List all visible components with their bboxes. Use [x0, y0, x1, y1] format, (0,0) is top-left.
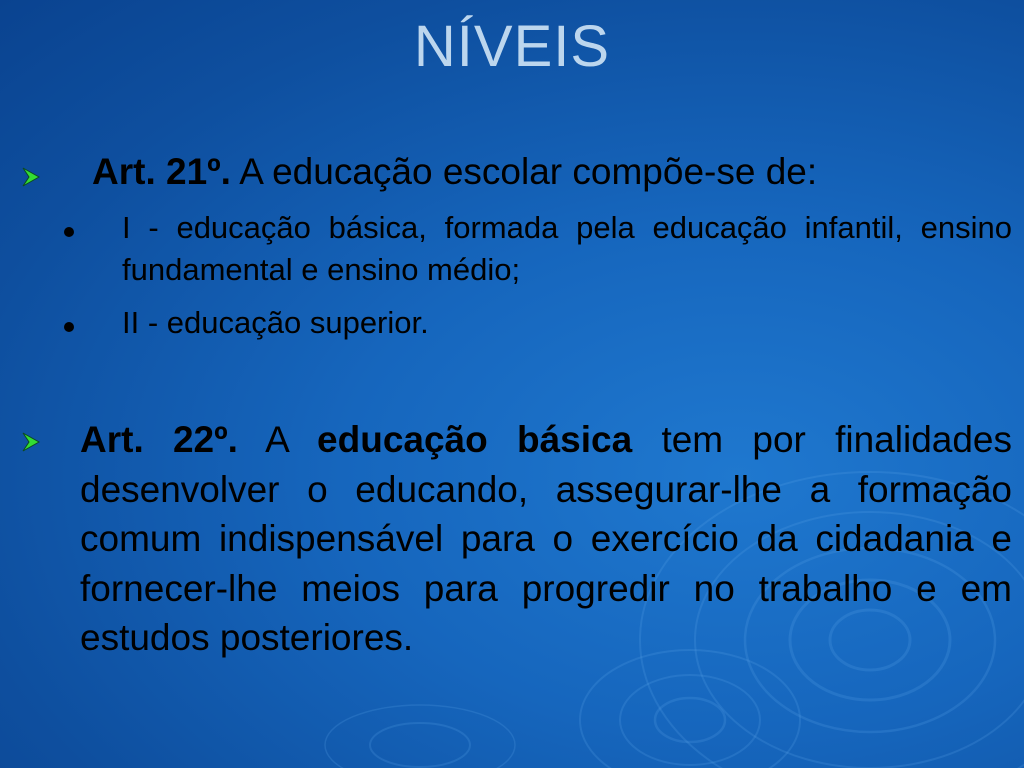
list-item-basic-education: I - educação básica, formada pela educação infantil, ensino fundamental e ensino médio; [122, 210, 1012, 287]
article-22-text-1: A [237, 419, 318, 460]
article-22-label: Art. 22º. [80, 419, 238, 460]
dot-bullet-icon [64, 322, 74, 332]
arrow-bullet-icon [20, 166, 42, 188]
article-21-label: Art. 21º. [92, 151, 231, 192]
article-22-bold-phrase: educação básica [317, 419, 633, 460]
arrow-bullet-icon [20, 431, 42, 453]
article-21 [92, 148, 992, 196]
article-22 [80, 415, 1012, 663]
article-22-text-2: tem por finalidades desenvolver o educando, assegurar-lhe a formação comum indispensável para o exercício da cidadania e fornecer-lhe meios para progredir no trabalho e em estudos posteriores. [80, 419, 1013, 658]
article-21-text: A educação escolar compõe-se de: [230, 151, 818, 192]
list-item-higher-education: II - educação superior. [122, 305, 429, 340]
slide-title: NÍVEIS [413, 14, 611, 79]
dot-bullet-icon [64, 227, 74, 237]
